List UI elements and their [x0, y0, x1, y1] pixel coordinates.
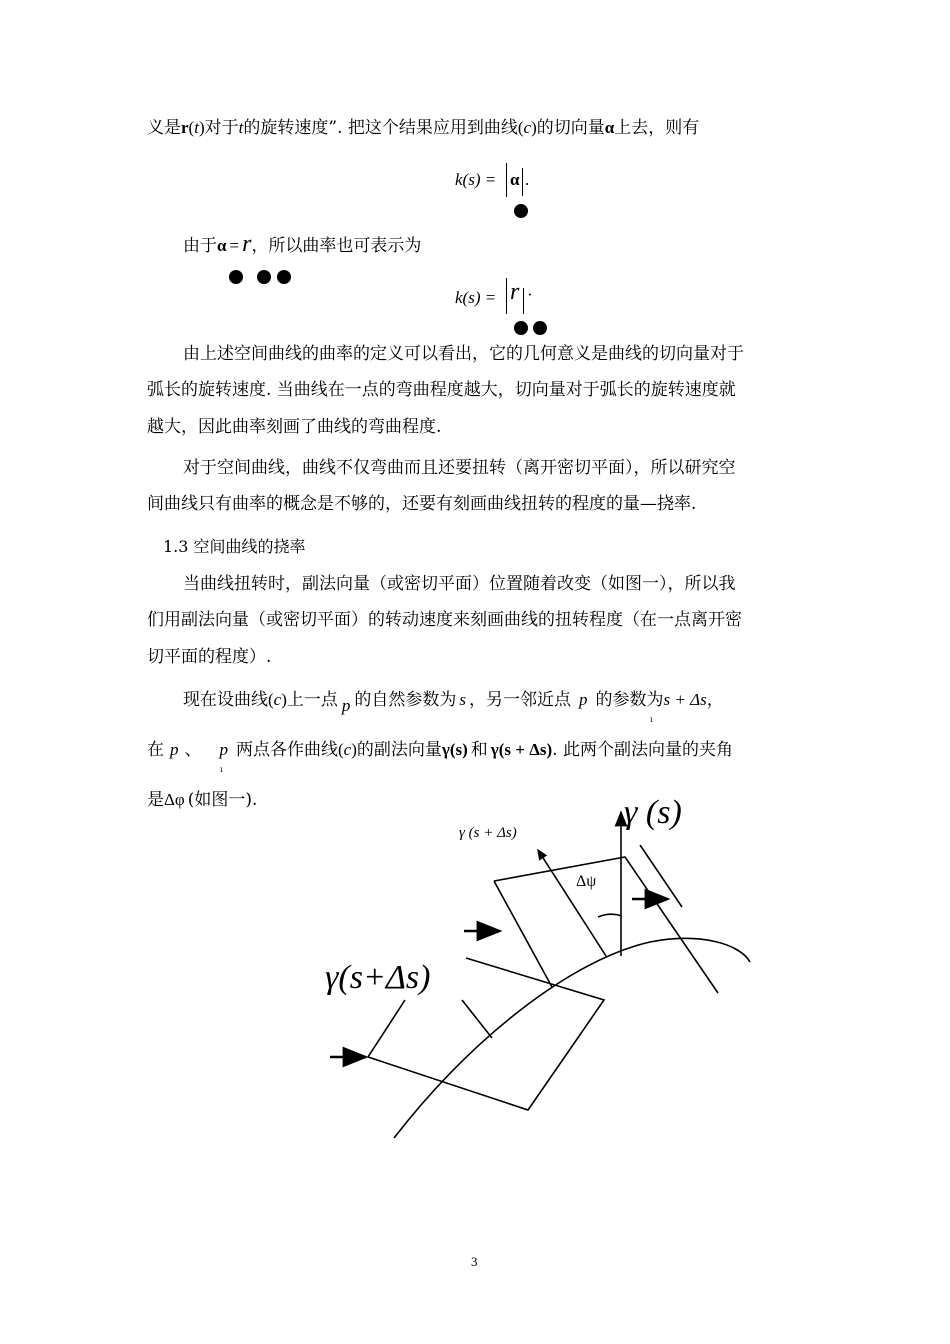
- eq2-lhs: k(s) =: [455, 288, 497, 307]
- math-s: s: [459, 690, 467, 709]
- text: 的自然参数为: [354, 690, 457, 710]
- math-s-ds: s + Δs: [663, 690, 707, 709]
- math-delta-phi: Δφ: [164, 790, 185, 809]
- text: 两点各作曲线: [236, 740, 338, 760]
- para3-line1: 当曲线扭转时，副法向量（或密切平面）位置随着改变（如图一），所以我: [183, 574, 736, 594]
- eq1-alpha: α: [510, 170, 520, 189]
- math-p: p: [170, 740, 179, 759]
- label-delta-psi: Δψ: [576, 873, 597, 890]
- osculating-plane-upper: [494, 857, 718, 993]
- math-gamma-s: γ(s): [441, 740, 468, 759]
- para2-line2: 间曲线只有曲率的概念是不够的，还要有刻画曲线扭转的程度的量—挠率.: [147, 494, 697, 514]
- page-number: 3: [471, 1254, 478, 1269]
- label-gamma-s-ds-small: γ (s + Δs): [459, 825, 517, 841]
- para1-line1: 由上述空间曲线的曲率的定义可以看出，它的几何意义是曲线的切向量对于: [183, 344, 744, 364]
- text: 的参数为: [595, 690, 664, 710]
- eq2-r: r: [510, 279, 520, 305]
- math-t: (t): [188, 118, 205, 137]
- label-gamma-s: γ (s): [624, 794, 682, 831]
- prime-mark-2: ı: [220, 765, 223, 774]
- para1-line3: 越大，因此曲率刻画了曲线的弯曲程度.: [147, 417, 442, 437]
- eq2-dot-end: ·: [527, 285, 533, 304]
- curve-c: [394, 938, 750, 1138]
- text: 上一点: [286, 690, 338, 710]
- para2-line1: 对于空间曲线，曲线不仅弯曲而且还要扭转（离开密切平面），所以研究空: [183, 458, 736, 478]
- para3-line3: 切平面的程度）.: [147, 647, 272, 667]
- para3-line2: 们用副法向量（或密切平面）的转动速度来刻画曲线的扭转程度（在一点离开密: [147, 610, 742, 630]
- plane-lower-tick: [462, 1000, 492, 1038]
- text: (如图一).: [187, 790, 258, 810]
- text: 义是: [147, 118, 181, 138]
- text: 由于: [183, 236, 217, 256]
- text: 的旋转速度”: [243, 118, 338, 138]
- text: 在: [147, 740, 164, 760]
- math-gamma-s-ds: γ(s + Δs): [490, 740, 553, 759]
- text: 的切向量: [536, 118, 605, 138]
- text: ，: [706, 690, 724, 710]
- text: 、: [184, 740, 202, 760]
- math-curve: (c): [268, 690, 287, 709]
- text: 和: [470, 740, 488, 760]
- math-alpha: α: [217, 236, 227, 255]
- text: ，所以曲率也可表示为: [251, 236, 422, 256]
- text: ，另一邻近点: [469, 690, 572, 710]
- math-t2: t: [238, 118, 244, 137]
- text: . 把这个结果应用到曲线: [337, 118, 518, 138]
- text: 是: [147, 790, 164, 810]
- text: 现在设曲线: [183, 690, 268, 710]
- math-eq: =: [229, 236, 240, 255]
- eq1-period: .: [525, 170, 530, 189]
- label-gamma-s-ds-big: γ(s+Δs): [325, 959, 431, 996]
- math-r: r: [242, 231, 252, 257]
- math-p: p: [341, 696, 351, 715]
- math-curve: (c): [338, 740, 357, 759]
- math-curve: (c): [517, 118, 537, 137]
- text: . 此两个副法向量的夹角: [552, 740, 733, 760]
- math-r: r: [181, 118, 189, 137]
- text: 上去，则有: [614, 118, 700, 138]
- angle-arc: [598, 914, 622, 917]
- math-alpha: α: [604, 118, 615, 137]
- math-p-prime: p: [579, 690, 588, 709]
- text: 的副法向量: [356, 740, 442, 760]
- section-heading: 1.3 空间曲线的挠率: [163, 537, 306, 556]
- prime-mark: ı: [650, 715, 653, 724]
- para1-line2: 弧长的旋转速度. 当曲线在一点的弯曲程度越大，切向量对于弧长的旋转速度就: [147, 380, 736, 400]
- eq1-lhs: k(s) =: [455, 170, 497, 189]
- math-p-prime: p: [219, 740, 228, 759]
- text: 对于: [204, 118, 239, 138]
